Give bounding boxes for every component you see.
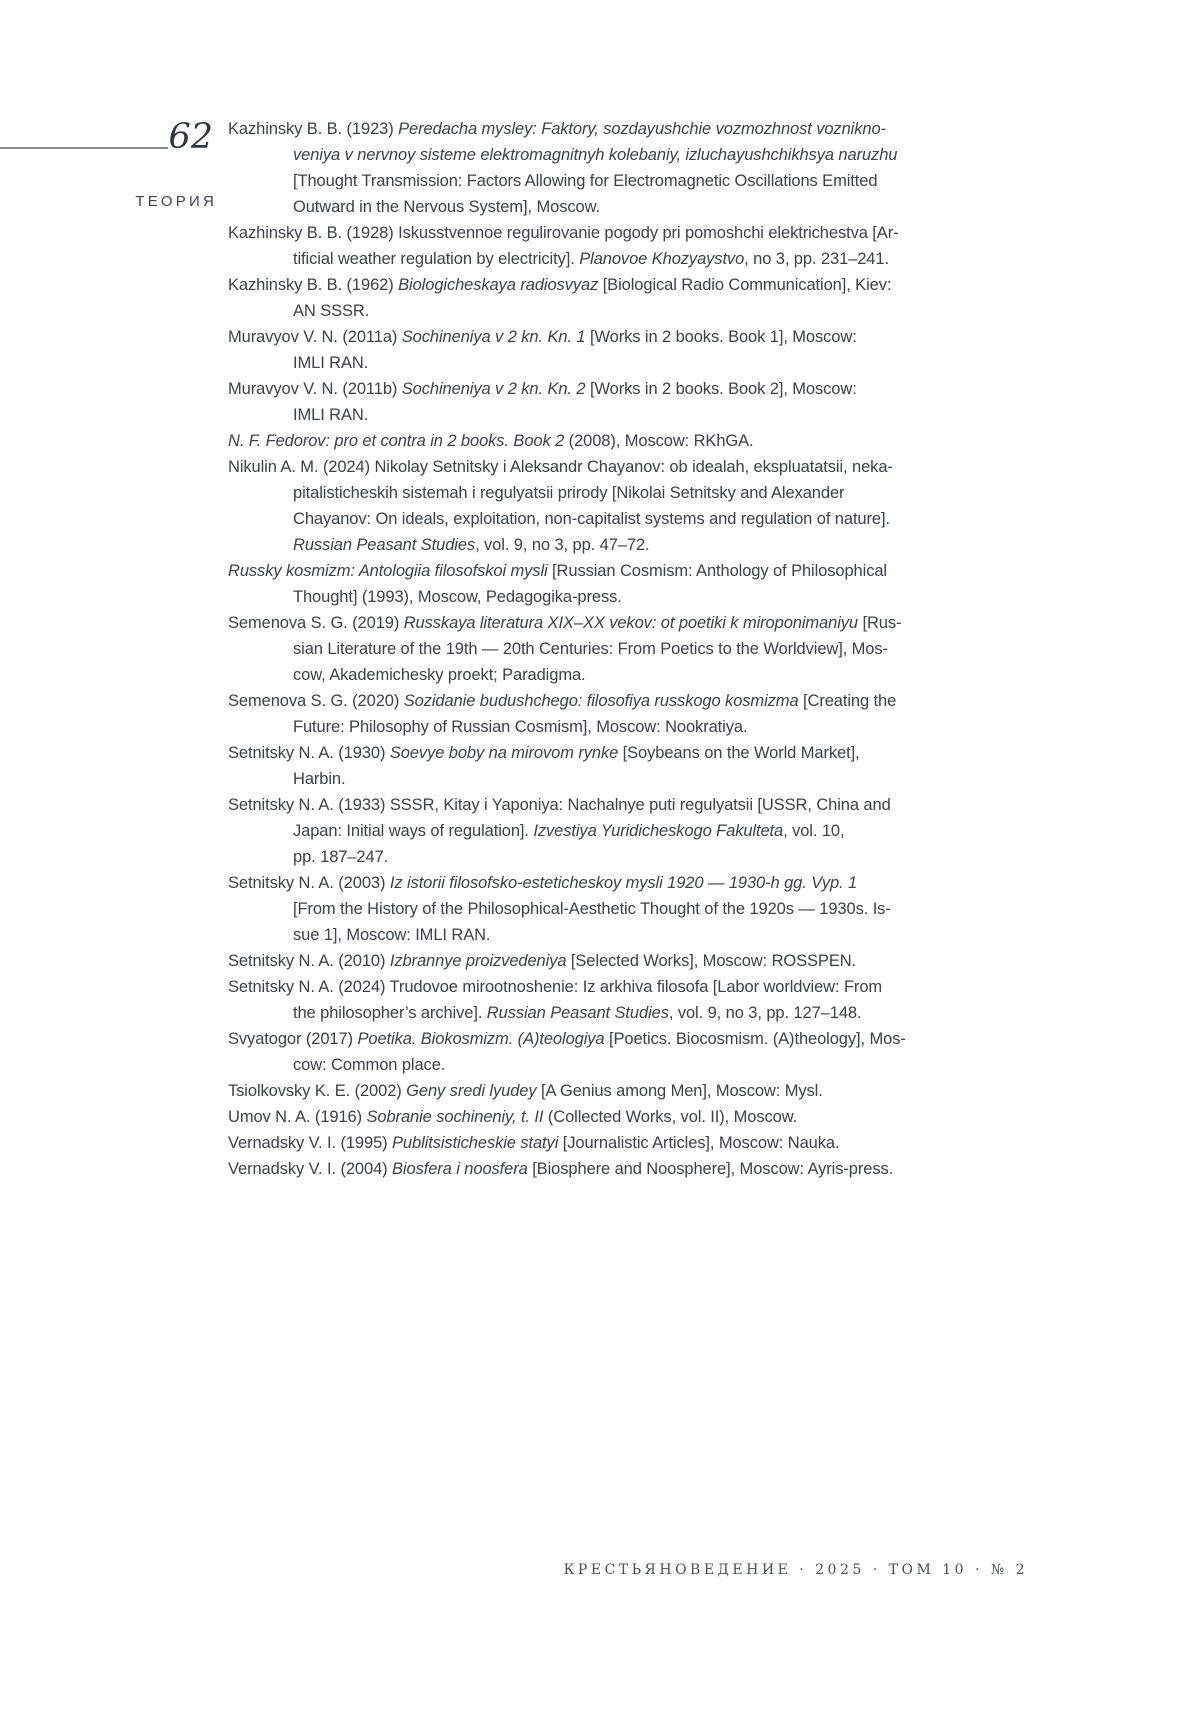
reference-entry — [228, 324, 1078, 376]
reference-line: veniya v nervnoy sisteme elektromagnitnyh kolebaniy, izluchayushchikhsya naruzhu — [293, 146, 898, 164]
reference-line: Russky kosmizm: Antologiia filosofskoi mysli [Russian Cosmism: Anthology of Philosophical — [228, 562, 887, 580]
reference-entry — [228, 558, 1078, 610]
reference-line: Kazhinsky B. B. (1962) Biologicheskaya radiosvyaz [Biological Radio Communication], Kiev: — [228, 276, 892, 294]
reference-line: Vernadsky V. I. (1995) Publitsisticheskie statyi [Journalistic Articles], Moscow: Nauka. — [228, 1134, 840, 1152]
reference-line: Harbin. — [293, 770, 346, 788]
reference-entry — [228, 974, 1078, 1026]
reference-entry — [228, 610, 1078, 688]
reference-line: Muravyov V. N. (2011a) Sochineniya v 2 kn. Kn. 1 [Works in 2 books. Book 1], Moscow: — [228, 328, 857, 346]
reference-entry — [228, 1104, 1078, 1130]
reference-line: sue 1], Moscow: IMLI RAN. — [293, 926, 491, 944]
reference-line: Japan: Initial ways of regulation]. Izvestiya Yuridicheskogo Fakulteta, vol. 10, — [293, 822, 845, 840]
reference-line: cow, Akademichesky proekt; Paradigma. — [293, 666, 586, 684]
reference-line: Chayanov: On ideals, exploitation, non-capitalist systems and regulation of nature]. — [293, 510, 890, 528]
reference-line: the philosopher’s archive]. Russian Peasant Studies, vol. 9, no 3, pp. 127–148. — [293, 1004, 862, 1022]
reference-line: sian Literature of the 19th — 20th Centuries: From Poetics to the Worldview], Mos- — [293, 640, 888, 658]
reference-entry — [228, 1026, 1078, 1078]
reference-line: Setnitsky N. A. (1933) SSSR, Kitay i Yaponiya: Nachalnye puti regulyatsii [USSR, China and — [228, 796, 891, 814]
reference-line: Setnitsky N. A. (1930) Soevye boby na mirovom rynke [Soybeans on the World Market], — [228, 744, 860, 762]
reference-line: Vernadsky V. I. (2004) Biosfera i noosfera [Biosphere and Noosphere], Moscow: Ayris-press. — [228, 1160, 894, 1178]
reference-entry — [228, 1130, 1078, 1156]
journal-footer-line: КРЕСТЬЯНОВЕДЕНИЕ · 2025 · ТОМ 10 · № 2 — [563, 1562, 1028, 1578]
reference-line: Setnitsky N. A. (2003) Iz istorii filosofsko-esteticheskoy mysli 1920 — 1930-h gg. Vyp. 1 — [228, 874, 858, 892]
reference-line: pp. 187–247. — [293, 848, 389, 866]
reference-line: Svyatogor (2017) Poetika. Biokosmizm. (A)teologiya [Poetics. Biocosmism. (A)theology], Mos- — [228, 1030, 906, 1048]
reference-line: pitalisticheskih sistemah i regulyatsii prirody [Nikolai Setnitsky and Alexander — [293, 484, 845, 502]
reference-entry — [228, 376, 1078, 428]
reference-entry — [228, 116, 1078, 220]
reference-line: Semenova S. G. (2020) Sozidanie budushchego: filosofiya russkogo kosmizma [Creating the — [228, 692, 897, 710]
reference-line: Future: Philosophy of Russian Cosmism], Moscow: Nookratiya. — [293, 718, 748, 736]
reference-entry — [228, 220, 1078, 272]
reference-line: Semenova S. G. (2019) Russkaya literatura XIX–XX vekov: ot poetiki k miroponimaniyu [Rus- — [228, 614, 902, 632]
reference-line: Kazhinsky B. B. (1928) Iskusstvennoe regulirovanie pogody pri pomoshchi elektrichestva [Ar- — [228, 224, 899, 242]
reference-entry — [228, 454, 1078, 558]
reference-line: [Thought Transmission: Factors Allowing for Electromagnetic Oscillations Emitted — [293, 172, 878, 190]
reference-entry — [228, 688, 1078, 740]
reference-line: IMLI RAN. — [293, 354, 369, 372]
reference-line: Thought] (1993), Moscow, Pedagogika-press. — [293, 588, 622, 606]
reference-line: AN SSSR. — [293, 302, 370, 320]
reference-line: Tsiolkovsky K. E. (2002) Geny sredi lyudey [A Genius among Men], Moscow: Mysl. — [228, 1082, 823, 1100]
reference-line: [From the History of the Philosophical-Aesthetic Thought of the 1920s — 1930s. Is- — [293, 900, 891, 918]
reference-line: IMLI RAN. — [293, 406, 369, 424]
reference-line: cow: Common place. — [293, 1056, 446, 1074]
reference-entry — [228, 740, 1078, 792]
reference-line: Setnitsky N. A. (2024) Trudovoe mirootnoshenie: Iz arkhiva filosofa [Labor worldview: From — [228, 978, 883, 996]
reference-line: tificial weather regulation by electricity]. Planovoe Khozyaystvo, no 3, pp. 231–241. — [293, 250, 889, 268]
reference-entry — [228, 272, 1078, 324]
references-list — [228, 116, 1078, 1182]
reference-line: Setnitsky N. A. (2010) Izbrannye proizvedeniya [Selected Works], Moscow: ROSSPEN. — [228, 952, 857, 970]
reference-entry — [228, 792, 1078, 870]
reference-line: Russian Peasant Studies, vol. 9, no 3, pp. 47–72. — [293, 536, 650, 554]
reference-entry — [228, 1156, 1078, 1182]
reference-entry — [228, 1078, 1078, 1104]
page-number: 62 — [168, 117, 213, 157]
reference-line: Umov N. A. (1916) Sobranie sochineniy, t. II (Collected Works, vol. II), Moscow. — [228, 1108, 798, 1126]
reference-line: Nikulin A. M. (2024) Nikolay Setnitsky i Aleksandr Chayanov: ob idealah, ekspluatatsii, neka- — [228, 458, 893, 476]
reference-entry — [228, 428, 1078, 454]
reference-line: Kazhinsky B. B. (1923) Peredacha mysley: Faktory, sozdayushchie vozmozhnost voznikno- — [228, 120, 886, 138]
reference-entry — [228, 948, 1078, 974]
reference-line: Outward in the Nervous System], Moscow. — [293, 198, 600, 216]
section-label: ТЕОРИЯ — [135, 193, 217, 210]
reference-entry — [228, 870, 1078, 948]
reference-line: Muravyov V. N. (2011b) Sochineniya v 2 kn. Kn. 2 [Works in 2 books. Book 2], Moscow: — [228, 380, 857, 398]
reference-line: N. F. Fedorov: pro et contra in 2 books. Book 2 (2008), Moscow: RKhGA. — [228, 432, 754, 450]
